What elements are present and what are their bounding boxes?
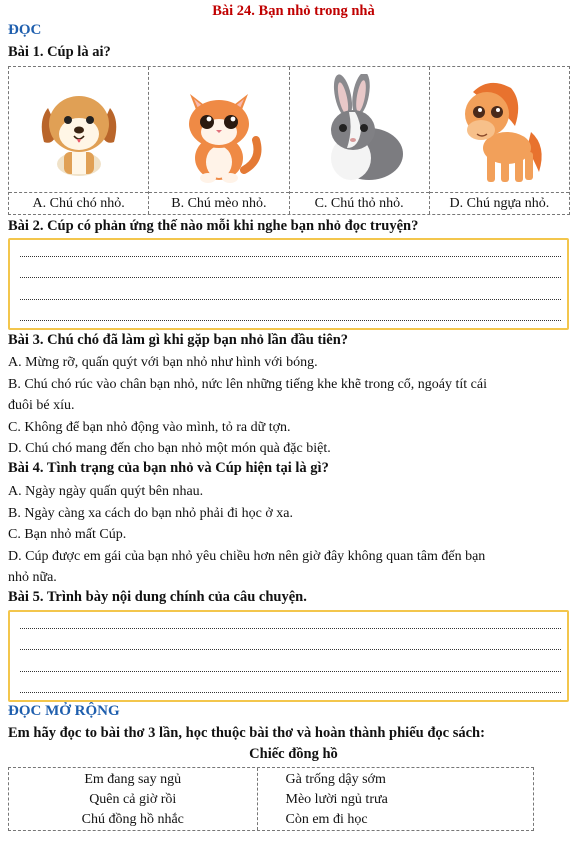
poem-line: Gà trống dậy sớm [285,772,386,787]
kitten-illustration [149,67,288,192]
question-3-option[interactable]: A. Mừng rỡ, quấn quýt với bạn nhỏ như hình với bóng. [8,355,318,370]
option-cell-a[interactable] [9,67,149,214]
question-5-heading: Bài 5. Trình bày nội dung chính của câu chuyện. [8,589,307,605]
question-5-answer-area[interactable] [8,610,569,702]
option-d-label: D. Chú ngựa nhỏ. [430,192,569,214]
option-b-label: B. Chú mèo nhỏ. [149,192,288,214]
bunny-illustration [290,67,429,192]
option-cell-d[interactable] [430,67,569,214]
lesson-title: Bài 24. Bạn nhỏ trong nhà [212,3,375,19]
question-4-option[interactable]: A. Ngày ngày quấn quýt bên nhau. [8,484,204,499]
answer-line [20,277,561,278]
question-3-option[interactable]: B. Chú chó rúc vào chân bạn nhỏ, nức lên những tiếng khe khẽ trong cổ, ngoáy tít cái [8,377,488,392]
question-4-heading: Bài 4. Tình trạng của bạn nhỏ và Cúp hiện tại là gì? [8,460,329,476]
question-4-option-continued: nhỏ nữa. [8,570,57,585]
option-cell-c[interactable] [290,67,430,214]
poem-line: Mèo lười ngủ trưa [285,792,388,807]
poem-line: Em đang say ngủ [84,772,182,787]
question-4-option[interactable]: D. Cúp được em gái của bạn nhỏ yêu chiều hơn nên giờ đây không quan tâm đến bạn [8,549,486,564]
question-4-option[interactable]: C. Bạn nhỏ mất Cúp. [8,527,127,542]
option-a-label: A. Chú chó nhỏ. [9,192,148,214]
answer-line [20,649,561,650]
question-3-option[interactable]: D. Chú chó mang đến cho bạn nhỏ một món quà đặc biệt. [8,441,331,456]
answer-line [20,299,561,300]
puppy-illustration [9,67,148,192]
answer-line [20,320,561,321]
question-2-heading: Bài 2. Cúp có phản ứng thế nào mỗi khi nghe bạn nhỏ đọc truyện? [8,218,419,234]
question-1-heading: Bài 1. Cúp là ai? [8,44,111,60]
poem-column-right [258,768,534,830]
reading-instruction: Em hãy đọc to bài thơ 3 lần, học thuộc bài thơ và hoàn thành phiếu đọc sách: [8,725,485,741]
section-heading-read: ĐỌC [8,22,42,38]
poem-line: Chú đồng hồ nhắc [81,812,184,827]
poem-line: Quên cả giờ rồi [89,792,177,807]
option-cell-b[interactable] [149,67,289,214]
section-heading-extended-reading: ĐỌC MỞ RỘNG [8,703,120,719]
answer-line [20,692,561,693]
option-c-label: C. Chú thỏ nhỏ. [290,192,429,214]
poem-line: Còn em đi học [285,812,368,827]
question-2-answer-area[interactable] [8,238,569,330]
pony-illustration [430,67,569,192]
poem-title: Chiếc đồng hồ [249,746,338,762]
question-4-option[interactable]: B. Ngày càng xa cách do bạn nhỏ phải đi học ở xa. [8,506,293,521]
answer-line [20,671,561,672]
question-3-heading: Bài 3. Chú chó đã làm gì khi gặp bạn nhỏ lần đầu tiên? [8,332,349,348]
poem-table [8,767,534,831]
question-3-option[interactable]: C. Không để bạn nhỏ động vào mình, tỏ ra dữ tợn. [8,420,291,435]
question-3-option-continued: đuôi bé xíu. [8,398,75,413]
answer-line [20,628,561,629]
poem-column-left [9,768,258,830]
answer-line [20,256,561,257]
animal-options-table [8,66,570,215]
